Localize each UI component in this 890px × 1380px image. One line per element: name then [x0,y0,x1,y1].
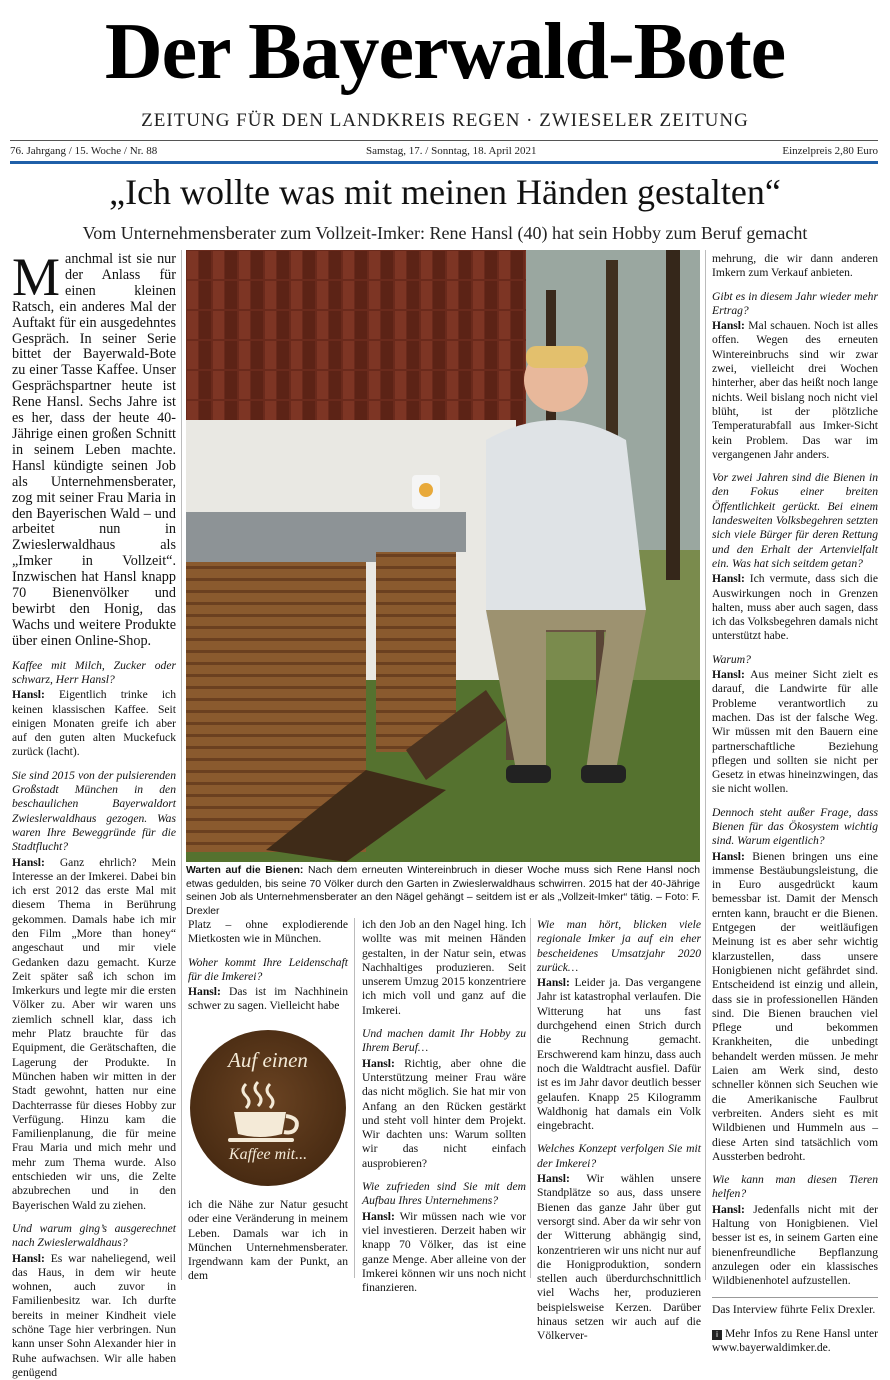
issue-price: Einzelpreis 2,80 Euro [782,145,878,157]
dek: Vom Unternehmensberater zum Vollzeit-Imker: Rene Hansl (40) hat sein Hobby zum Beruf gemacht [82,223,808,243]
interview-credit: Das Interview führte Felix Drexler. [712,1297,878,1317]
qa-item: mehrung, die wir dann anderen Imkern zum Verkauf anbieten. [712,252,878,280]
qa-item: Dennoch steht außer Frage, dass Bienen für das Ökosystem wichtig sind. Warum eigentlich? Hansl: Bienen bringen uns eine immense Bestäubungsleistung, die in Euro ausgedrückt kaum bemessbar ist. Damit der Mensch ernten kann, braucht er die Bienen. Entgegen der weitläufigen Meinung ist es aber sehr wichtig klarzustellen, dass unsere Honigbienen nicht gefährdet sind. Entscheidend ist einzig und allein, dass sie in professionellen Händen sind. Die Bienen brauchen viel Pflege und bekommen Krankheiten, die unbedingt behandelt werden müssen. Je mehr Laien am Werk sind, desto schneller können sich Seuchen wie die Amerikanische Faulbrut verbreiten. Anders sieht es mit Wildbienen und Hummeln aus – diese Arten sind tatsächlich vom Aussterben bedroht. [712,805,878,1163]
qa-item: Sie sind 2015 von der pulsierenden Großstadt München in den beschaulichen Bayerwaldort Zwieslerwaldhaus gezogen. Was waren Ihre Beweggründe für die Stadtflucht? Hansl: Ganz ehrlich? Mein Interesse an der Imkerei. Dabei bin ich erst 2012 das erste Mal mit diesem Thema in Berührung gekommen. Damals habe ich mir den Film „More than honey“ angeschaut und mir viele Gedanken dazu gemacht. Kurze Zeit später saß ich schon im Imkerkurs und legte mir die ersten Völker zu. Aber wir waren uns ziemlich schnell klar, dass ich mehr Platz brauchte für das Equipment, die Gerätschaften, die Lagerung der Produkte. In München haben wir mitten in der Stadt gewohnt, hatten nur eine Dachterrasse für dieses Hobby zur Verfügung. Hinzu kam die Familienplanung, die für meine Frau Maria und mich mehr und mehr zum Thema wurde. Also entschieden wir uns, die Zelte abzubrechen und in den Bayerischen Wald zu ziehen. [12,768,176,1212]
photo-caption: Warten auf die Bienen: Nach dem erneuten Wintereinbruch in dieser Woche muss sich Rene Hansl noch etwas gedulden, bis seine 70 Völker durch den Garten in Zwieslerwaldhaus schwirren. 2015 hat der 40-Jährige seinen Job als Unternehmensberater an den Nägel gehängt – seitdem ist er als „Vollzeit-Imker“ tätig. – Foto: F. Drexler [186,865,700,917]
qa-item: ich den Job an den Nagel hing. Ich wollte was mit meinen Händen gestalten, in der Natur sein, etwas Nachhaltiges produzieren. Seit unserem Umzug 2015 konzentriere ich mich voll und ganz auf die Imkerei. [362,918,526,1017]
continuation-text: Platz – ohne explodierende Mietkosten wie in München. [188,918,348,946]
column-divider [530,918,531,1278]
badge-line-1: Auf einen [228,1048,308,1072]
column-2-bottom [188,1198,348,1283]
masthead-title: Der Bayerwald-Bote [104,8,786,96]
qa-item: Vor zwei Jahren sind die Bienen in den Fokus einer breiten Öffentlichkeit gerückt. Bei einem landesweiten Volksbegehren setzten sich viele Bürger für deren Rettung und den Erhalt der Artenvielfalt ein. Was hat sich seitdem getan? Hansl: Ich vermute, dass sich die Auswirkungen noch in Grenzen halten, muss aber auch sagen, dass ich das Volksbegehren damals nicht unterstützt habe. [712,471,878,643]
beekeeper-illustration [186,250,700,862]
qa-item: Kaffee mit Milch, Zucker oder schwarz, Herr Hansl? Hansl: Eigentlich trinke ich keinen klassischen Kaffee. Seit einigen Monaten greife ich aber auf den guten alten Muckefuck zurück (lacht). [12,658,176,759]
qa-item: Wie zufrieden sind Sie mit dem Aufbau Ihres Unternehmens? Hansl: Wir müssen nach wie vor viel investieren. Derzeit haben wir knapp 70 Völker, das ist eine ganze Menge. Aber alleine von der Imkerei können wir uns noch nicht finanzieren. [362,1180,526,1295]
blue-rule [10,161,878,164]
column-3 [362,918,526,1295]
coffee-cup-icon [228,1078,308,1144]
drop-cap: M [12,247,61,307]
column-divider [705,250,706,1280]
qa-item: Wie kann man diesen Tieren helfen? Hansl: Jedenfalls nicht mit der Haltung von Honigbienen. Viel besser ist es, in seinem Garten eine bienenfreundliche Bepflanzung anzulegen oder ein klassisches Wildbienenhotel aufzustellen. [712,1173,879,1288]
qa-item: Und machen damit Ihr Hobby zu Ihrem Beruf… Hansl: Richtig, aber ohne die Unterstützung meiner Frau wäre das nicht möglich. Sie hat mir von Anfang an den Rücken gestärkt und steht voll hinter dem Projekt. Wir dachten uns: Warum sollten wir das nicht einfach ausprobieren? [362,1027,526,1170]
coffee-series-badge [190,1030,346,1186]
column-divider [181,250,182,1280]
lead-paragraph: Manchmal ist sie nur der Anlass für einen kleinen Ratsch, ein anderes Mal der Auftakt für ein ausgedehntes Gespräch. In seiner Serie bittet der Bayerwald-Bote zu einer Tasse Kaffee. Unser Gesprächspartner heute ist Rene Hansl. Sechs Jahre ist es her, dass der heute 40-Jährige einen großen Schnitt in seinem Leben machte. Hansl kündigte seinen Job als Unternehmensberater, zog mit seiner Frau Maria in den Bayerischen Wald – und arbeitet nun in Zwieslerwaldhaus als „Imker in Vollzeit“. Inzwischen hat Hansl knapp 70 Bienenvölker und bewirbt den Honig, das Wachs und weitere Produkte über einen Online-Shop. [12,247,176,649]
more-info [712,1327,878,1356]
qa-item: Wie man hört, blicken viele regionale Imker ja auf ein eher bescheidenes Umsatzjahr 2020 zurück… Hansl: Leider ja. Das vergangene Jahr ist katastrophal verlaufen. Die Witterung hat uns fast durchgehend einen Strich durch die Rechnung gemacht. Erschwerend kam hinzu, dass auch noch die Waldtracht ausfiel. Dafür ist es im Jahr davor deutlich besser gelaufen. Knapp 25 Kilogramm Waldhonig hat damals ein Volk eingebracht. [537,918,701,1133]
info-icon: i [712,1330,722,1340]
masthead-subtitle: ZEITUNG FÜR DEN LANDKREIS REGEN · ZWIESELER ZEITUNG [141,110,749,131]
column-4 [537,918,701,1343]
column-divider [354,918,355,1278]
column-5 [712,252,879,1355]
more-info-link[interactable]: Mehr Infos zu Rene Hansl unter www.bayerwaldimker.de. [712,1326,878,1355]
issue-date: Samstag, 17. / Sonntag, 18. April 2021 [366,145,537,157]
badge-line-2: Kaffee mit... [228,1146,308,1163]
masthead-rule [10,140,878,141]
beekeeper-photo [186,250,700,862]
qa-item: Warum? Hansl: Aus meiner Sicht zielt es darauf, die Landwirte für alle Probleme verantwortlich zu machen. Das ist der falsche Weg. Wir müssen mit den Bauern eine partnerschaftliche Beziehung pflegen und sollten sie nicht per Gesetz in etwas hineinzwingen, das sie nicht wollen. [712,652,878,796]
qa-item: Und warum ging’s ausgerechnet nach Zwieslerwaldhaus? Hansl: Es war naheliegend, weil das Haus, in dem wir heute wohnen, auch zuvor in Familienbesitz war. Ich durfte bereits in meiner Kindheit viele schöne Tage hier verbringen. Nun kann unser Sohn Alexander hier in Ruhe aufwachsen. Wir alle haben genügend [12,1221,176,1379]
qa-item: Gibt es in diesem Jahr wieder mehr Ertrag? Hansl: Mal schauen. Noch ist alles offen. Wegen des erneuten Wintereinbruchs sind wir zwar zwei, vielleicht drei Wochen hinterher, aber das heißt noch lange nichts. Weil bislang noch nicht viel blüht, ist der plötzliche Temperaturabfall aus Imker-Sicht kein Problem. Das war im vergangenen Jahr anders. [712,289,878,461]
qa-item: Woher kommt Ihre Leidenschaft für die Imkerei? Hansl: Das ist im Nachhinein schwer zu sagen. Vielleicht habe [188,955,348,1013]
continuation-text: ich die Nähe zur Natur gesucht oder eine Veränderung in meinem Leben. Damals war ich in München Unternehmensberater. Irgendwann kam der Punkt, an dem [188,1198,348,1283]
issue-number: 76. Jahrgang / 15. Woche / Nr. 88 [10,145,158,157]
column-1 [12,247,176,1379]
headline: „Ich wollte was mit meinen Händen gestalten“ [109,172,781,212]
qa-item: Welches Konzept verfolgen Sie mit der Imkerei? Hansl: Wir wählen unsere Standplätze so aus, dass unsere Bienen das ganze Jahr über gut versorgt sind. Aber da wir sehr von der Witterung abhängig sind, konzentrieren wir uns nicht nur auf die Honigproduktion, sondern stellen auch überdurchschnittlich viel Wachs her, produzieren beispielsweise Kerzen. Darüber hinaus setzen wir auch auf die Völkerver- [537,1142,701,1343]
